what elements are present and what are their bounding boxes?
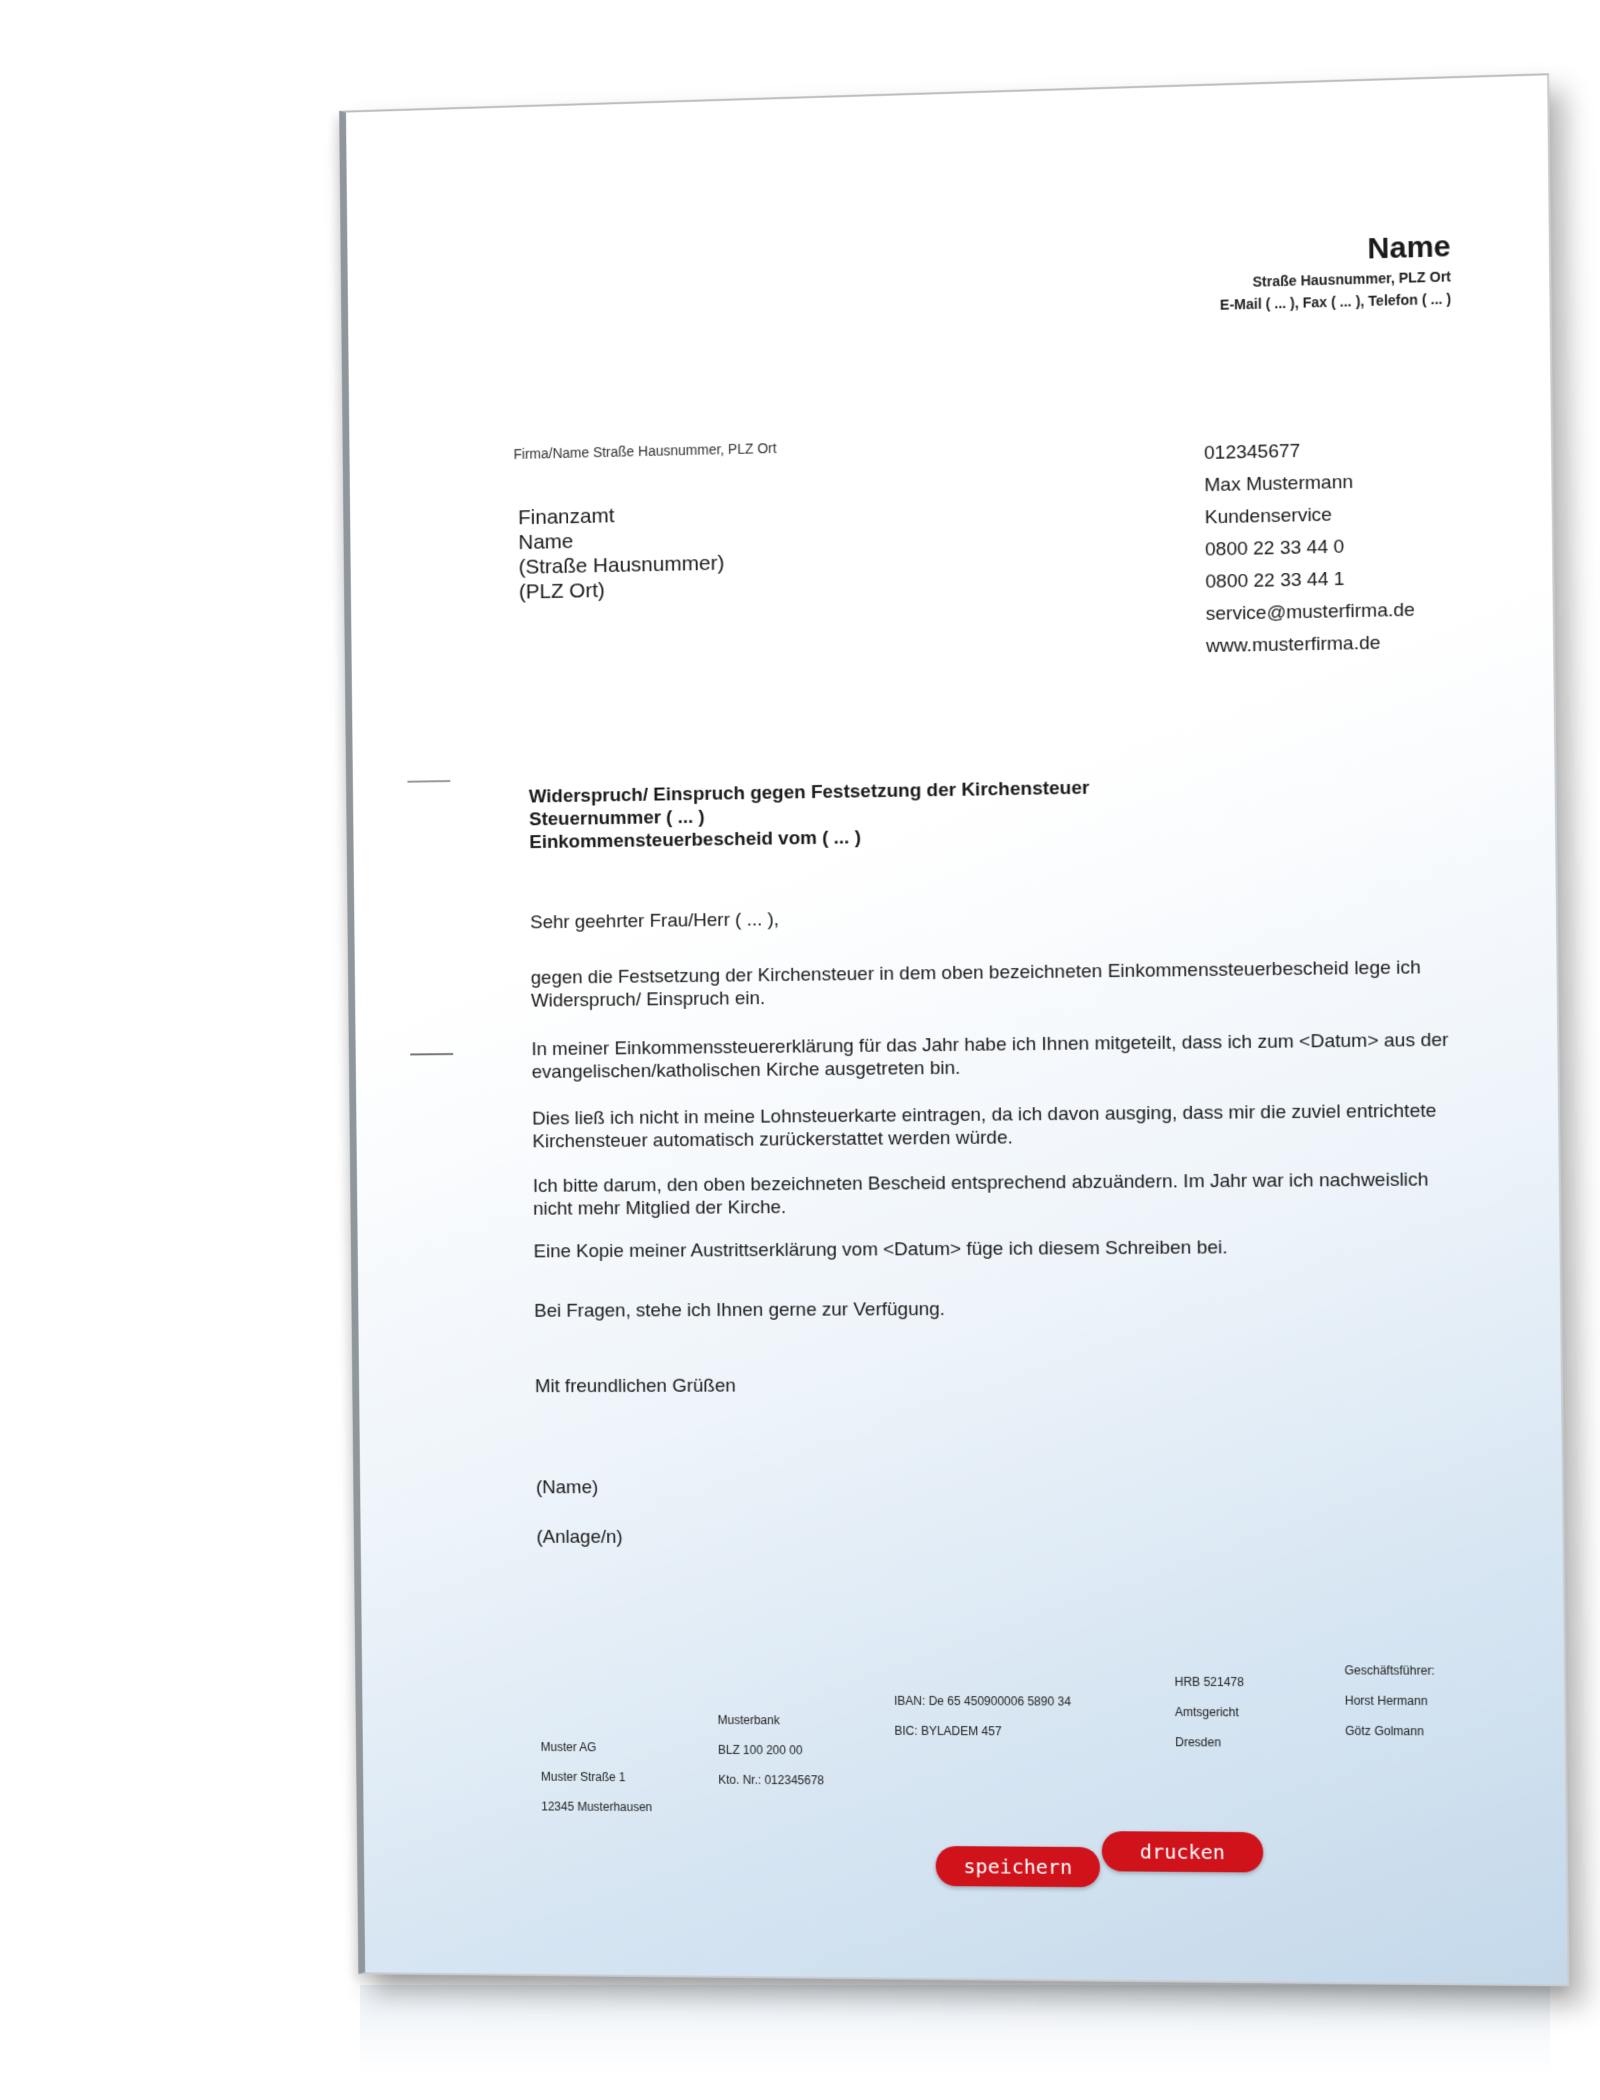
save-button[interactable]: speichern (936, 1846, 1101, 1887)
footer-manager-name: Horst Hermann (1344, 1693, 1428, 1709)
footer-register (1174, 1667, 1244, 1758)
contact-person: Max Mustermann (1204, 471, 1354, 497)
print-button[interactable]: drucken (1102, 1831, 1264, 1872)
contact-email: service@musterfirma.de (1205, 599, 1416, 625)
footer-bic: BIC: BYLADEM 457 (894, 1723, 1002, 1739)
contact-info-block (1204, 433, 1416, 663)
contact-phone: 0800 22 33 44 0 (1204, 536, 1345, 561)
footer-bank (717, 1705, 824, 1795)
recipient-line: Finanzamt (518, 504, 615, 530)
subject-line: Widerspruch/ Einspruch gegen Festsetzung der Kirchensteuer (528, 777, 1090, 808)
recipient-line: (PLZ Ort) (518, 579, 605, 604)
contact-fax: 0800 22 33 44 1 (1205, 568, 1345, 593)
footer-court-city: Dresden (1175, 1735, 1222, 1750)
footer-bank-name: Musterbank (717, 1713, 780, 1728)
recipient-line: (Straße Hausnummer) (518, 551, 725, 579)
contact-website: www.musterfirma.de (1205, 632, 1381, 658)
letter-sheet (339, 73, 1569, 1986)
body-paragraph: Eine Kopie meiner Austrittserklärung vom <Datum> füge ich diesem Schreiben bei. (533, 1237, 1228, 1263)
recipient-address (518, 501, 725, 605)
body-paragraph: Bei Fragen, stehe ich Ihnen gerne zur Verfügung. (534, 1299, 946, 1322)
closing: Mit freundlichen Grüßen (534, 1375, 736, 1398)
recipient-line: Name (518, 530, 574, 555)
footer-company-street: Muster Straße 1 (540, 1769, 626, 1785)
signature-name: (Name) (535, 1477, 599, 1499)
body-paragraph: Dies ließ ich nicht in meine Lohnsteuerkarte eintragen, da ich davon ausging, dass mir die zuviel entrichtete Kirchensteuer automatisch zurückerstattet werden würde. (532, 1100, 1437, 1153)
salutation: Sehr geehrter Frau/Herr ( ... ), (530, 909, 780, 934)
footer-company (541, 1732, 653, 1822)
body-paragraph: gegen die Festsetzung der Kirchensteuer in dem oben bezeichneten Einkommenssteuerbescheid lege ich Widerspruch/ Einspruch ein. (530, 957, 1422, 1012)
footer-company-city: 12345 Musterhausen (541, 1799, 653, 1815)
footer-hrb: HRB 521478 (1174, 1674, 1245, 1690)
return-address-line: Firma/Name Straße Hausnummer, PLZ Ort (513, 439, 777, 463)
sender-address: Straße Hausnummer, PLZ Ort (1252, 268, 1452, 290)
subject-line: Steuernummer ( ... ) (528, 806, 705, 831)
contact-reference-number: 012345677 (1203, 440, 1301, 465)
footer-iban-number: IBAN: De 65 450900006 5890 34 (894, 1693, 1072, 1709)
sender-name: Name (1367, 229, 1451, 266)
sender-contact: E-Mail ( ... ), Fax ( ... ), Telefon ( ... ) (1219, 290, 1452, 313)
footer-manager-name: Götz Golmann (1345, 1723, 1424, 1739)
subject-line: Einkommensteuerbescheid vom ( ... ) (529, 827, 862, 854)
attachment-note: (Anlage/n) (536, 1526, 623, 1548)
body-paragraph: In meiner Einkommenssteuererklärung für das Jahr habe ich Ihnen mitgeteilt, dass ich zum <Datum> aus der evangelischen/katholischen Kirche ausgetreten bin. (531, 1029, 1449, 1083)
footer-management (1344, 1655, 1435, 1746)
footer-company-name: Muster AG (540, 1740, 597, 1755)
footer-court: Amtsgericht (1174, 1704, 1239, 1720)
fold-mark (410, 1053, 453, 1055)
footer-bank-code: BLZ 100 200 00 (717, 1742, 803, 1758)
letter-subject (529, 777, 1090, 854)
footer-account-number: Kto. Nr.: 012345678 (718, 1772, 825, 1788)
body-paragraph: Ich bitte darum, den oben bezeichneten Bescheid entsprechend abzuändern. Im Jahr war ich nachweislich nicht mehr Mitglied der Kirche. (532, 1169, 1429, 1220)
fold-mark (407, 780, 450, 783)
contact-department: Kundenservice (1204, 504, 1333, 529)
footer-management-label: Geschäftsführer: (1344, 1663, 1435, 1678)
sheet-reflection (360, 1985, 1550, 2075)
footer-iban (894, 1686, 1071, 1747)
